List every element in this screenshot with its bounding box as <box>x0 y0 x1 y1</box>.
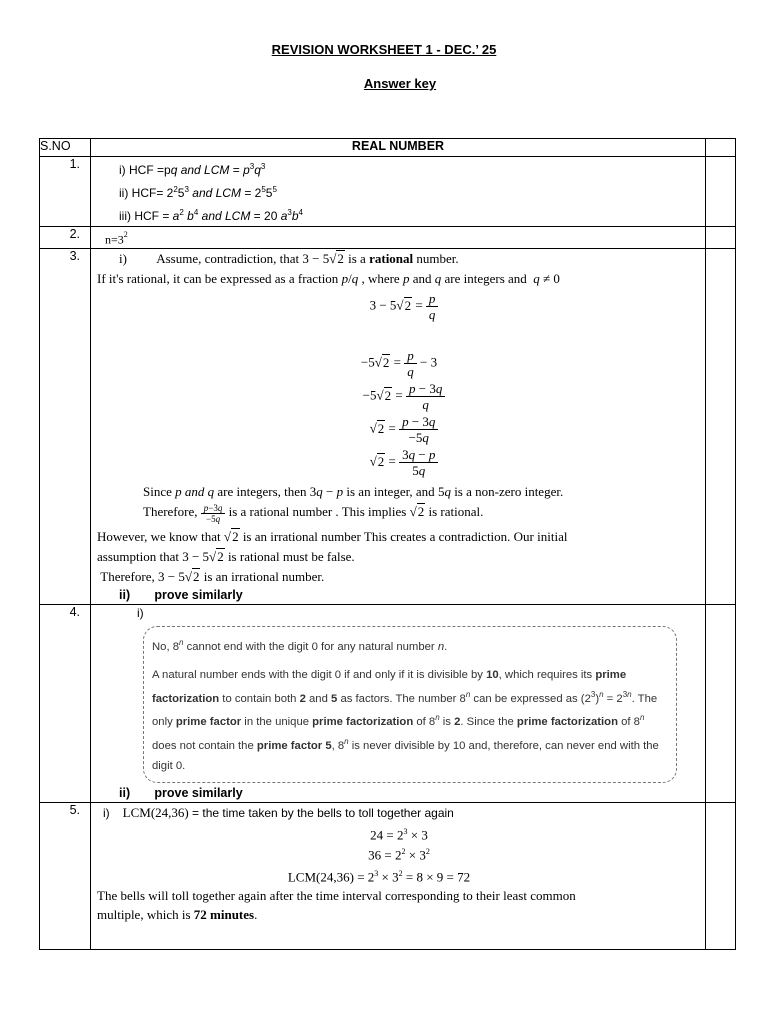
row-number: 4. <box>40 604 91 802</box>
table-row <box>40 802 736 949</box>
blank-header <box>706 139 736 157</box>
table-row <box>40 157 736 227</box>
topic-header: REAL NUMBER <box>91 139 706 157</box>
q1-part-ii: ii) $HCF= 2^25^3$ and LCM = $2^55^5$ <box>119 185 277 200</box>
q1-part-i: i) HCF =pq and LCM = $p^3q^3$ <box>119 162 266 177</box>
table-row <box>40 249 736 605</box>
q3-answer: i) Assume, contradiction, that 3 − 5√2 is a rational number. If it's rational, it can be expressed as a fraction p/q , where p and q are integers and q ≠ 0 3 − 5√2 = $\frac{p}{q}$ −5√2 = $\frac{p}{q}$ − 3 −5√2 = $\frac{p - 3q}{q}$ √2 = $\frac{p - 3q}{-5q}$ √2 = $\frac{3q - p}{5q}$ Since p and q are integers, then 3q − p is an integer, and 5q is a non-zero integer. Therefore, $\frac{p-3q}{-5q}$ is a rational number . This implies √2 is rational. However, we know that √2 is an irrational number This creates a contradiction. Our initial assumption that 3 − 5√2 is rational must be false. Therefore, 3 − 5√2 is an irrational number. ii) prove similarly <box>91 249 706 605</box>
q4-pasted-solution: No, 8$^n$ cannot end with the digit 0 for any natural number n. A natural number ends with the digit 0 if and only if it is divisible by 10, which requires its prime factorization to contain both 2 and 5 as factors. The number 8$^n$ can be expressed as $(2^3)^n = 2^{3n}$. The only prime factor in the unique prime factorization of 8$^n$ is 2. Since the prime factorization of 8$^n$ does not contain the prime factor 5, 8$^n$ is never divisible by 10 and, therefore, can never end with the digit 0. <box>143 626 677 783</box>
table-row <box>40 227 736 249</box>
q1-answer <box>91 157 706 227</box>
table-header-row <box>40 139 736 157</box>
q1-part-iii: iii) HCF = $a^2$ $b^4$ and LCM = 20 $a^3b^4$ <box>119 208 303 223</box>
row-number: 5. <box>40 802 91 949</box>
table-row <box>40 604 736 802</box>
row-number: 3. <box>40 249 91 605</box>
q2-answer: $n=3^2$ <box>91 227 706 249</box>
q5-answer: i) LCM(24,36) = the time taken by the bells to toll together again $24 = 2^3 \times 3$ $36 = 2^2 \times 3^2$ $LCM(24,36) = 2^3 \times 3^2 = 8 \times 9 = 72$ The bells will toll together again after the time interval corresponding to their least common multiple, which is 72 minutes. <box>91 802 706 949</box>
answer-table <box>39 138 736 950</box>
answer-key-subtitle: Answer key <box>363 76 437 91</box>
q4-answer: i) No, 8$^n$ cannot end with the digit 0 for any natural number n. A natural number ends with the digit 0 if and only if it is divisible by 10, which requires its prime factorization to contain both 2 and 5 as factors. The number 8$^n$ can be expressed as $(2^3)^n = 2^{3n}$. The only prime factor in the unique prime factorization of 8$^n$ is 2. Since the prime factorization of 8$^n$ does not contain the prime factor 5, 8$^n$ is never divisible by 10 and, therefore, can never end with the digit 0. ii) prove similarly <box>91 604 706 802</box>
sno-header: S.NO <box>40 139 91 157</box>
row-number: 1. <box>40 157 91 227</box>
row-number: 2. <box>40 227 91 249</box>
worksheet-title: REVISION WORKSHEET 1 - DEC.’ 25 <box>271 42 497 57</box>
